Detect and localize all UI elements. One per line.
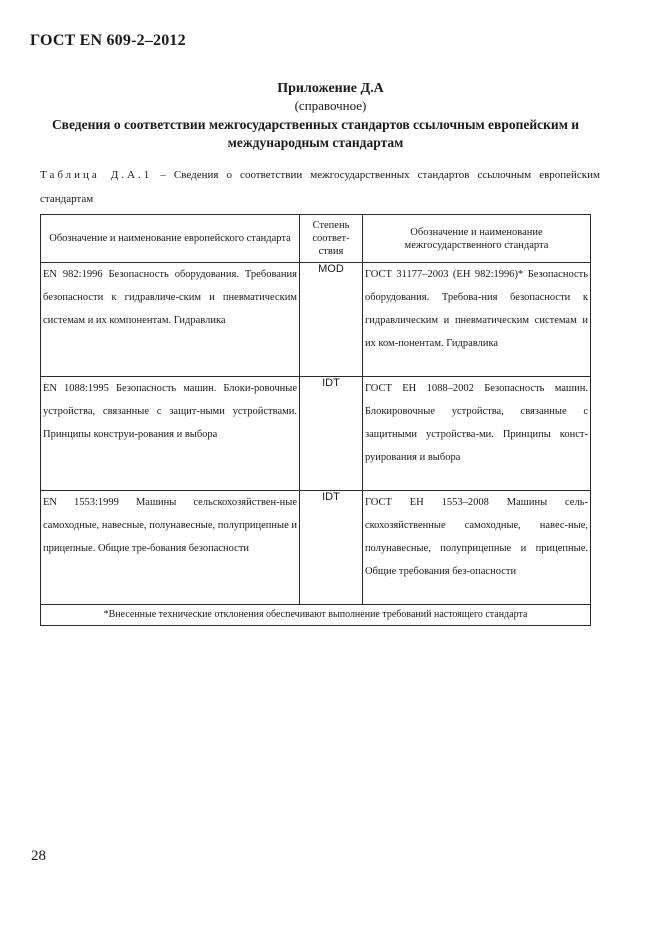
table-label: Таблица Д.А.1	[40, 169, 153, 181]
appendix-heading: Сведения о соответствии межгосударственных стандартов ссылочным европейским и международным стандартам	[51, 117, 580, 150]
degree-cell: IDT	[300, 377, 363, 491]
table-footnote: *Внесенные технические отклонения обеспечивают выполнение требований настоящего стандарта	[41, 605, 591, 626]
document-code: ГОСТ EN 609-2–2012	[30, 32, 186, 49]
appendix-title: Приложение Д.А	[277, 81, 384, 96]
header-european-standard: Обозначение и наименование европейского стандарта	[41, 215, 300, 263]
european-standard-cell: EN 982:1996 Безопасность оборудования. Требования безопасности к гидравличе-ским и пневматическим системам и их компонентам. Гидравлика	[41, 263, 300, 377]
table-header-row	[41, 215, 591, 263]
interstate-standard-cell: ГОСТ 31177–2003 (ЕН 982:1996)* Безопасность оборудования. Требова-ния безопасности к гидравлическим и пневматическим системам и их ком-понентам. Гидравлика	[362, 263, 590, 377]
interstate-standard-cell: ГОСТ ЕН 1553–2008 Машины сель-скохозяйственные самоходные, навес-ные, полунавесные, полуприцепные и прицепные. Общие требования без-опасности	[362, 491, 590, 605]
table-footnote-row	[41, 605, 591, 626]
degree-cell: MOD	[300, 263, 363, 377]
european-standard-cell: EN 1088:1995 Безопасность машин. Блоки-ровочные устройства, связанные с защит-ными устройствами. Принципы конструи-рования и выбора	[41, 377, 300, 491]
table-row	[41, 491, 591, 605]
interstate-standard-cell: ГОСТ ЕН 1088–2002 Безопасность машин. Блокировочные устройства, связанные с защитными устройства-ми. Принципы конст-руирования и выбора	[362, 377, 590, 491]
european-standard-cell: EN 1553:1999 Машины сельскохозяйствен-ные самоходные, навесные, полунавесные, полуприцепные и прицепные. Общие тре-бования безопасности	[41, 491, 300, 605]
header-degree: Степень соответ-ствия	[300, 215, 363, 263]
table-row	[41, 377, 591, 491]
table-caption	[40, 163, 600, 211]
table-row	[41, 263, 591, 377]
header-interstate-standard: Обозначение и наименование межгосударственного стандарта	[362, 215, 590, 263]
table-caption-text: – Сведения о соответствии межгосударственных стандартов ссылочным европейским стандартам	[40, 169, 601, 205]
degree-cell: IDT	[300, 491, 363, 605]
standards-table	[40, 214, 591, 626]
page-number: 28	[31, 848, 46, 864]
appendix-subtitle: (справочное)	[294, 98, 367, 113]
